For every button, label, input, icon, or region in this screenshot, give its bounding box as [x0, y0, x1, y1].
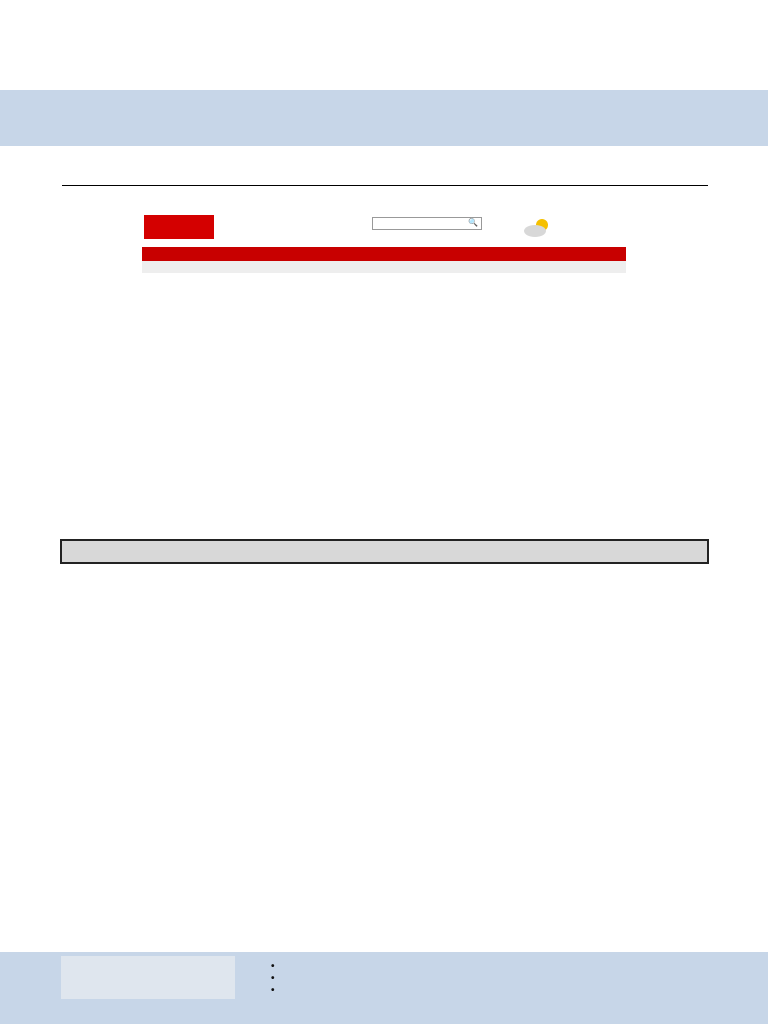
- page-header: [0, 0, 768, 90]
- weather-widget: [522, 213, 624, 243]
- task-heading: [60, 539, 709, 564]
- footer-note: [271, 961, 275, 973]
- footer-note: [271, 973, 275, 985]
- kpg-logo: [330, 24, 440, 96]
- exam-info-band: [0, 90, 768, 146]
- achtung-label: [61, 956, 235, 999]
- sun-cloud-icon: [522, 216, 554, 238]
- page-footer: [0, 952, 768, 1024]
- search-icon: 🔍: [468, 218, 478, 227]
- ntv-logo: [144, 215, 214, 239]
- ntv-website-screenshot: [142, 211, 626, 273]
- ntv-sub-nav: [142, 261, 626, 273]
- footer-note: [271, 985, 275, 997]
- ntv-nav-bar: [142, 247, 626, 261]
- title-divider: [62, 185, 708, 186]
- ntv-search-input: [372, 217, 482, 230]
- footer-notes: [271, 961, 275, 997]
